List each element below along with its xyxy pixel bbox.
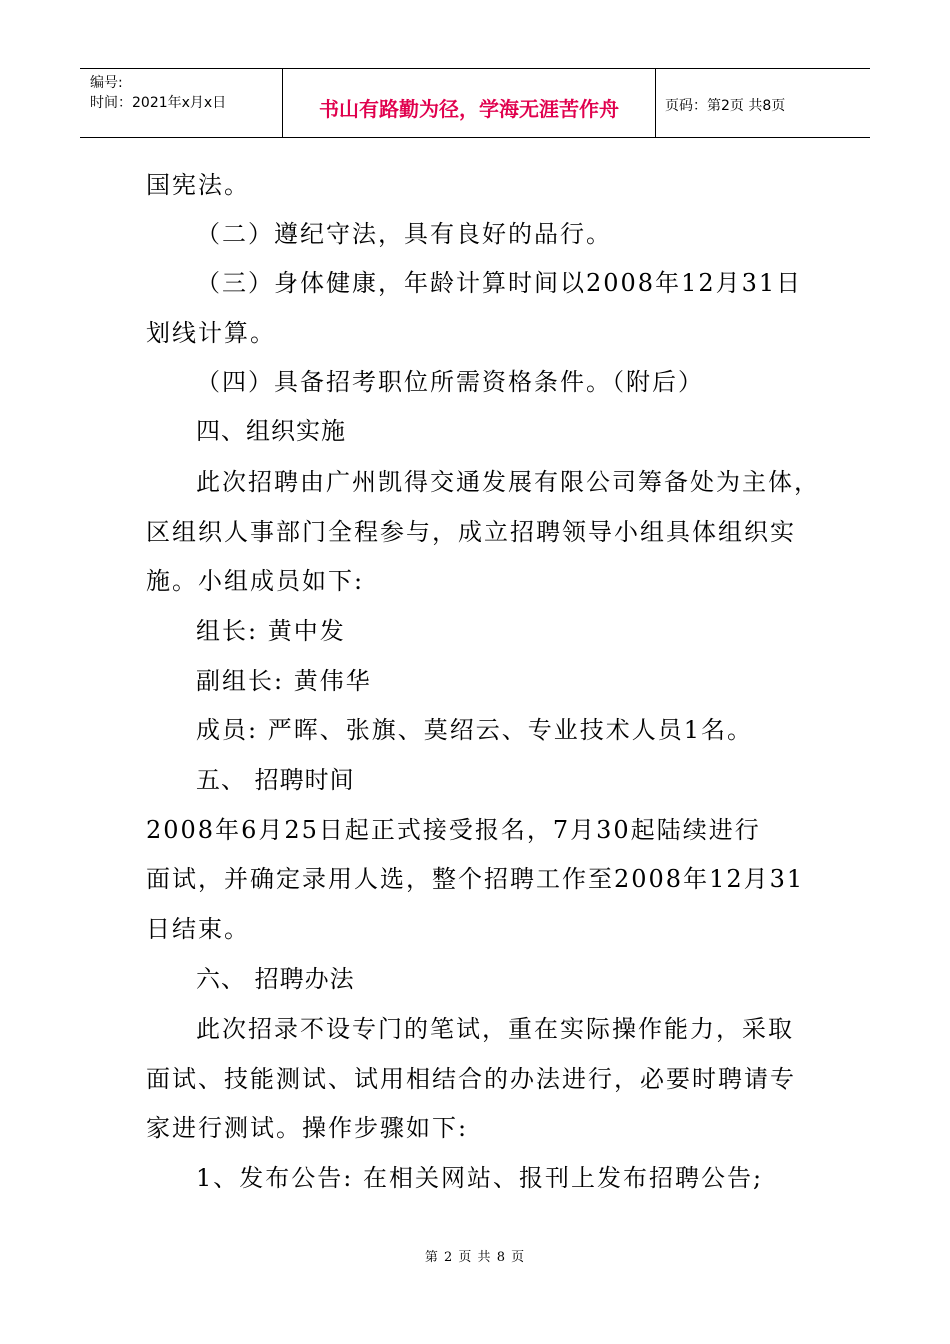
body-line: （四）具备招考职位所需资格条件。（附后） — [196, 368, 704, 396]
body-line: （二）遵纪守法，具有良好的品行。 — [196, 220, 612, 248]
body-line: 组长: 黄中发 — [196, 617, 346, 645]
page-footer: 第 2 页 共 8 页 — [424, 1250, 526, 1265]
document-number-label: 编号: — [90, 75, 123, 91]
header-left-cell — [80, 69, 282, 137]
body-line: 区组织人事部门全程参与，成立招聘领导小组具体组织实 — [146, 518, 796, 546]
body-line: 面试，并确定录用人选，整个招聘工作至2008年12月31 — [146, 865, 805, 893]
section-heading: 六、 招聘办法 — [196, 965, 355, 993]
body-line: 面试、技能测试、试用相结合的办法进行，必要时聘请专 — [146, 1065, 796, 1093]
header-middle-cell — [282, 69, 656, 137]
body-line: 成员: 严晖、张旗、莫绍云、专业技术人员1名。 — [196, 716, 753, 744]
body-line: 日结束。 — [146, 915, 250, 943]
body-line: 国宪法。 — [146, 171, 250, 199]
page-header — [80, 68, 870, 138]
document-date-label: 时间：2021年x月x日 — [90, 95, 227, 111]
header-page-info: 页码：第2页 共8页 — [665, 98, 786, 114]
body-line: 1、发布公告: 在相关网站、报刊上发布招聘公告; — [196, 1164, 764, 1192]
header-right-cell — [655, 69, 870, 137]
body-line: 此次招录不设专门的笔试，重在实际操作能力，采取 — [196, 1015, 794, 1043]
body-line: 划线计算。 — [146, 319, 276, 347]
body-line: （三）身体健康，年龄计算时间以2008年12月31日 — [196, 269, 803, 297]
body-line: 施。小组成员如下: — [146, 567, 365, 595]
header-motto: 书山有路勤为径，学海无涯苦作舟 — [319, 97, 619, 121]
body-line: 家进行测试。操作步骤如下: — [146, 1114, 469, 1142]
body-line: 2008年6月25日起正式接受报名，7月30起陆续进行 — [146, 816, 761, 844]
body-line: 副组长: 黄伟华 — [196, 667, 372, 695]
section-heading: 四、组织实施 — [196, 417, 346, 445]
section-heading: 五、 招聘时间 — [196, 766, 355, 794]
body-line: 此次招聘由广州凯得交通发展有限公司筹备处为主体， — [196, 468, 820, 496]
